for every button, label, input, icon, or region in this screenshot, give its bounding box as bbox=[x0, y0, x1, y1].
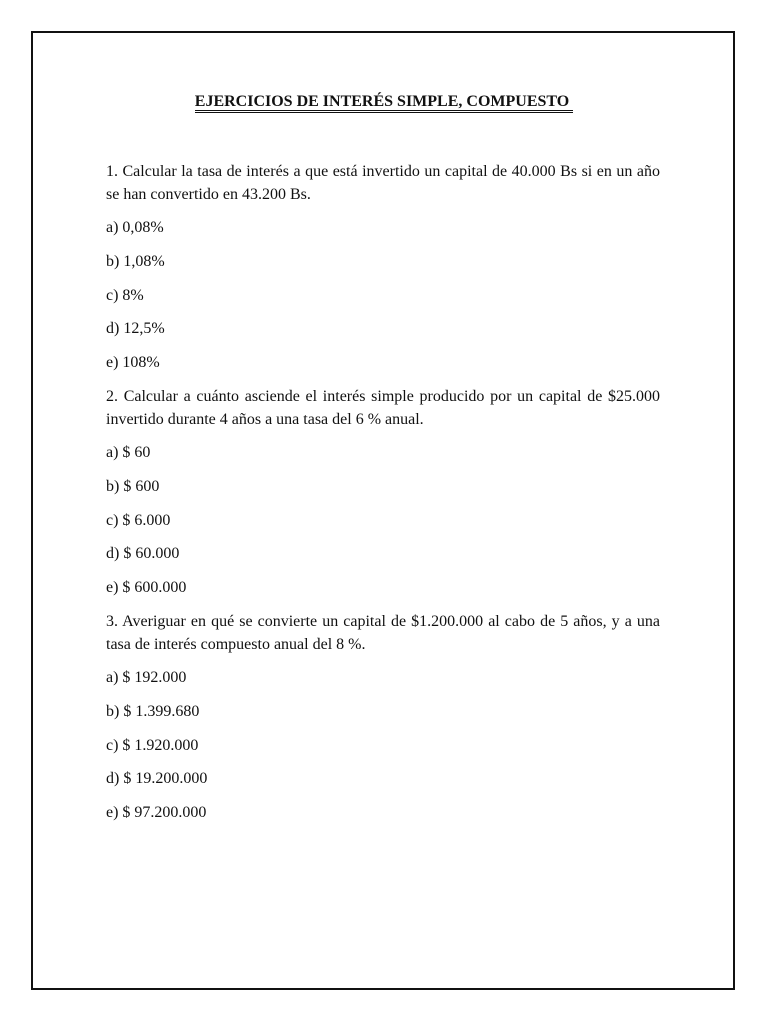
question-text: 3. Averiguar en qué se convierte un capital de $1.200.000 al cabo de 5 años, y a una tasa de interés compuesto anual del 8 %. bbox=[106, 612, 660, 653]
question-text: 2. Calcular a cuánto asciende el interés simple producido por un capital de $25.000 invertido durante 4 años a una tasa del 6 % anual. bbox=[106, 387, 660, 428]
answer-option: d) $ 19.200.000 bbox=[106, 770, 208, 788]
answer-option: e) $ 97.200.000 bbox=[106, 804, 207, 822]
answer-option: c) 8% bbox=[106, 286, 144, 304]
answer-options bbox=[106, 216, 660, 374]
document-title: EJERCICIOS DE INTERÉS SIMPLE, COMPUESTO bbox=[195, 93, 573, 113]
answer-option: a) 0,08% bbox=[106, 219, 164, 236]
answer-option: d) $ 60.000 bbox=[106, 545, 180, 563]
answer-option: a) $ 192.000 bbox=[106, 668, 187, 686]
answer-option: b) $ 600 bbox=[106, 477, 160, 495]
question-text: 1. Calcular la tasa de interés a que está invertido un capital de 40.000 Bs si en un año se han convertido en 43.200 Bs. bbox=[106, 163, 660, 203]
question-1 bbox=[106, 160, 660, 374]
document-title-container bbox=[0, 92, 768, 112]
answer-option: b) $ 1.399.680 bbox=[106, 702, 200, 720]
question-3 bbox=[106, 610, 660, 824]
answer-options bbox=[106, 441, 660, 599]
exercise-list bbox=[106, 160, 660, 835]
answer-options bbox=[106, 666, 660, 824]
answer-option: d) 12,5% bbox=[106, 320, 165, 338]
answer-option: b) 1,08% bbox=[106, 252, 165, 270]
answer-option: e) $ 600.000 bbox=[106, 579, 187, 597]
answer-option: e) 108% bbox=[106, 354, 160, 372]
answer-option: c) $ 6.000 bbox=[106, 511, 171, 529]
question-2 bbox=[106, 385, 660, 599]
answer-option: a) $ 60 bbox=[106, 443, 151, 461]
answer-option: c) $ 1.920.000 bbox=[106, 736, 199, 754]
